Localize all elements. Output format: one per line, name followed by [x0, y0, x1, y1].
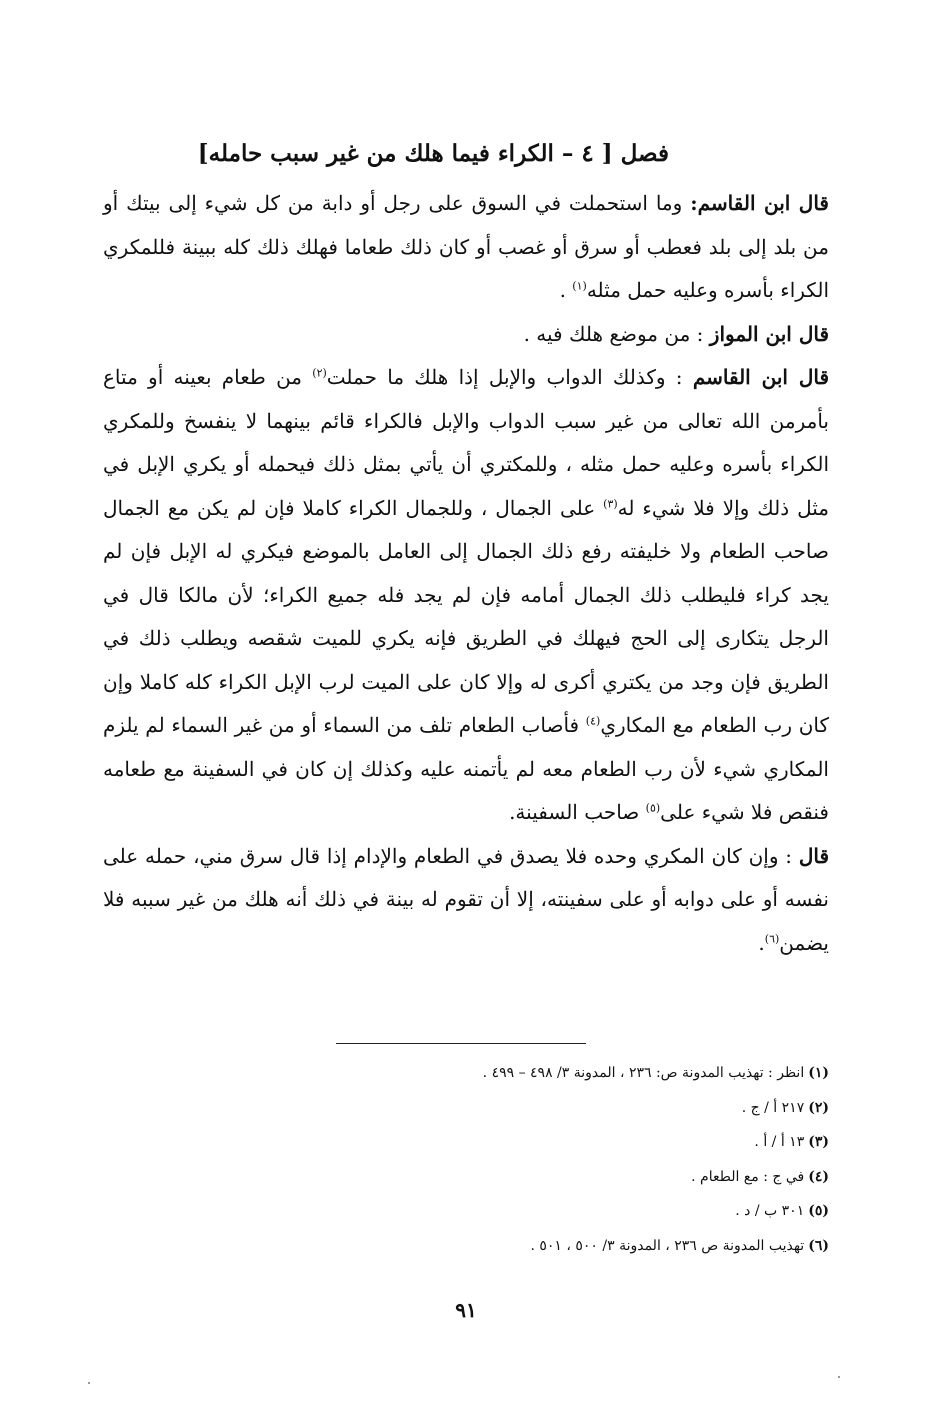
chapter-heading: فصل [ ٤ – الكراء فيما هلك من غير سبب حامله] — [197, 140, 669, 167]
scan-speck — [88, 1382, 90, 1384]
footnote-separator — [336, 1043, 586, 1044]
footnote-number: (٤) — [808, 1168, 829, 1185]
speaker-label: قال ابن القاسم — [692, 365, 830, 389]
footnote-marker: (٥) — [645, 801, 661, 815]
paragraph-text: من طعام بعينه أو متاع بأمرمن الله تعالى من غير سبب الدواب والإبل فالكراء قائم بينهما لا ينفسخ وللمكري الكراء بأسره وعليه حمل مثله ، وللمكتري أن يأتي بمثل ذلك فيحمله أو يكري الإبل في مثل ذلك وإلا فلا شيء له — [103, 365, 829, 520]
footnote-item — [309, 1056, 829, 1091]
paragraph-text: : وإن كان المكري وحده فلا يصدق في الطعام والإدام إذا قال سرق مني، حمله على نفسه أو على دوابه أو على سفينته، إلا أن تقوم له بينة في ذلك أنه هلك من غير سببه فلا يضمن — [103, 843, 830, 955]
paragraph-text: فأصاب الطعام تلف من السماء أو من غير السماء لم يلزم المكاري شيء لأن رب الطعام معه لم يأتمنه عليه وكذلك إن كان في السفينة مع طعامه فنقص فلا شيء على — [103, 713, 829, 824]
paragraph-text: صاحب السفينة. — [509, 800, 646, 824]
footnote-text: في ج : مع الطعام . — [691, 1168, 805, 1185]
speaker-label: قال ابن القاسم: — [690, 191, 829, 215]
paragraph-2 — [103, 313, 829, 357]
footnotes-list — [309, 1056, 829, 1263]
paragraph-text: : وكذلك الدواب والإبل إذا هلك ما حملت — [326, 365, 693, 389]
footnote-text: تهذيب المدونة ص ٢٣٦ ، المدونة ٣/ ٥٠٠ ، ٥٠١ . — [530, 1237, 805, 1254]
footnote-marker: (٢) — [312, 366, 327, 380]
footnote-number: (٢) — [808, 1099, 829, 1116]
paragraph-text: . — [559, 278, 573, 302]
paragraph-text: على الجمال ، وللجمال الكراء كاملا فإن لم يكن مع الجمال صاحب الطعام ولا خليفته رفع ذلك الجمال إلى العامل بالموضع فيكري له الإبل فإن لم يجد كراء فليطلب ذلك الجمال أمامه فإن لم يجد فله جميع الكراء؛ لأن مالكا قال في الرجل يتكارى إلى الحج فيهلك في الطريق فإنه يكري للميت شقصه ويطلب ذلك في الطريق فإن وجد من يكتري أكرى له وإلا كان على الميت لرب الإبل الكراء كله كاملا وإن كان رب الطعام مع المكاري — [103, 495, 830, 737]
footnote-text: ٢١٧ أ / ج . — [741, 1099, 805, 1116]
footnote-number: (١) — [808, 1065, 829, 1081]
footnote-text: ٣٠١ ب / د . — [735, 1203, 805, 1219]
footnote-text: انظر : تهذيب المدونة ص: ٢٣٦ ، المدونة ٣/ ٤٩٨ – ٤٩٩ . — [482, 1065, 805, 1081]
footnote-marker: (٦) — [764, 931, 780, 945]
footnote-item — [309, 1194, 829, 1229]
body-text — [103, 182, 829, 965]
paragraph-3 — [103, 356, 829, 835]
footnote-item — [309, 1229, 829, 1264]
footnote-number: (٦) — [808, 1237, 829, 1254]
paragraph-1 — [103, 182, 829, 313]
footnote-number: (٥) — [808, 1203, 829, 1219]
footnote-marker: (١) — [572, 279, 587, 293]
paragraph-text: . — [758, 930, 765, 955]
footnote-item — [309, 1091, 829, 1126]
footnote-marker: (٣) — [603, 496, 618, 510]
paragraph-text: وما استحملت في السوق على رجل أو دابة من كل شيء إلى بيتك أو من بلد إلى بلد فعطب أو سرق أو غصب أو كان ذلك طعاما فهلك ذلك كله ببينة فللمكري الكراء بأسره وعليه حمل مثله — [103, 191, 829, 302]
footnote-item — [309, 1125, 829, 1160]
footnote-item — [309, 1160, 829, 1195]
speaker-label: قال — [798, 843, 829, 868]
speaker-label: قال ابن المواز — [709, 321, 829, 346]
footnote-text: ١٣ أ / أ . — [754, 1134, 805, 1150]
footnote-marker: (٤) — [585, 714, 601, 728]
paragraph-text: : من موضع هلك فيه . — [523, 321, 710, 346]
footnote-number: (٣) — [808, 1134, 829, 1150]
page-number: ٩١ — [455, 1298, 477, 1322]
paragraph-4 — [103, 835, 829, 966]
scan-speck — [838, 1376, 840, 1378]
